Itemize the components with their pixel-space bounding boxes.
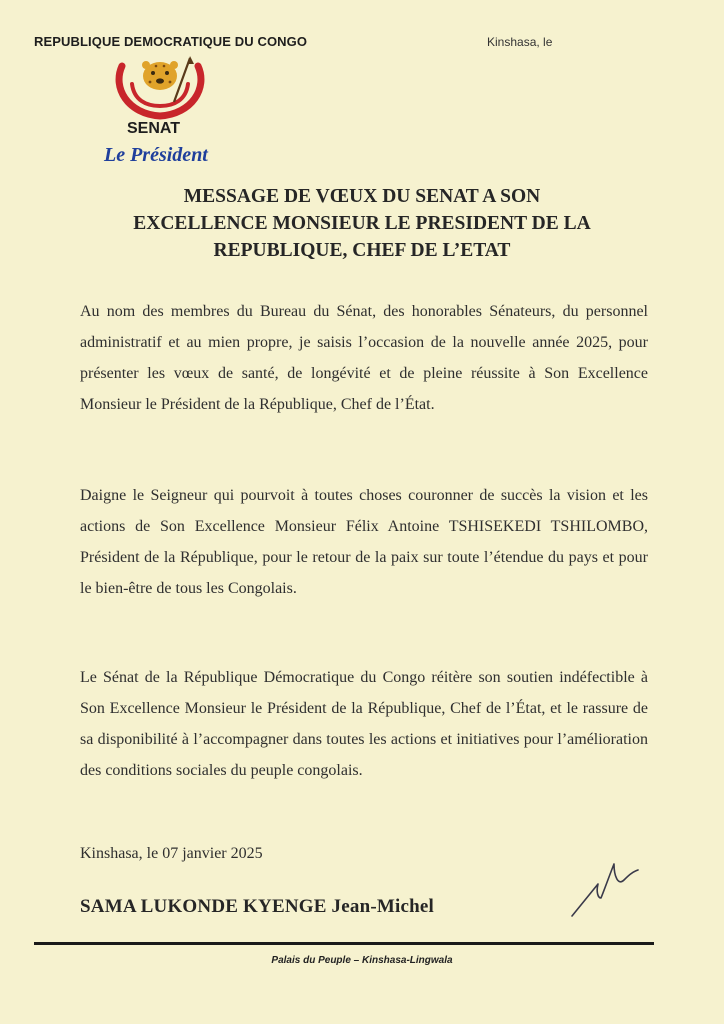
- footer-address: Palais du Peuple – Kinshasa-Lingwala: [271, 955, 453, 966]
- body-paragraph: Daigne le Seigneur qui pourvoit à toutes choses couronner de succès la vision et les actions de Son Excellence Monsieur Félix Antoine TSHISEKEDI TSHILOMBO, Président de la République, pour le retour de la paix sur toute l’étendue du pays et pour le bien-être de tous les Congolais.: [80, 487, 648, 597]
- footer-divider: [34, 942, 654, 945]
- document-title: [60, 183, 664, 264]
- date-line: Kinshasa, le 07 janvier 2025: [80, 845, 263, 862]
- leopard-emblem-icon: [108, 54, 212, 124]
- title-line: MESSAGE DE VŒUX DU SENAT A SON: [183, 186, 541, 207]
- country-name: REPUBLIQUE DEMOCRATIQUE DU CONGO: [34, 34, 308, 49]
- place-date-header: Kinshasa, le: [487, 35, 553, 49]
- institution-name: SENAT: [127, 120, 181, 137]
- handwritten-signature: [568, 858, 642, 920]
- title-line: EXCELLENCE MONSIEUR LE PRESIDENT DE LA: [133, 213, 591, 234]
- body-paragraph: Le Sénat de la République Démocratique du Congo réitère son soutien indéfectible à Son Excellence Monsieur le Président de la République, Chef de l’État, et le rassure de sa disponibilité à l’accompagner dans toutes les actions et initiatives pour l’amélioration des conditions sociales du peuple congolais.: [80, 669, 648, 779]
- office-title: Le Président: [104, 144, 208, 166]
- body-paragraph: Au nom des membres du Bureau du Sénat, des honorables Sénateurs, du personnel administratif et au mien propre, je saisis l’occasion de la nouvelle année 2025, pour présenter les vœux de santé, de longévité et de pleine réussite à Son Excellence Monsieur le Président de la République, Chef de l’État.: [80, 303, 648, 413]
- signatory-name: SAMA LUKONDE KYENGE Jean-Michel: [80, 896, 435, 917]
- title-line: REPUBLIQUE, CHEF DE L’ETAT: [213, 240, 511, 261]
